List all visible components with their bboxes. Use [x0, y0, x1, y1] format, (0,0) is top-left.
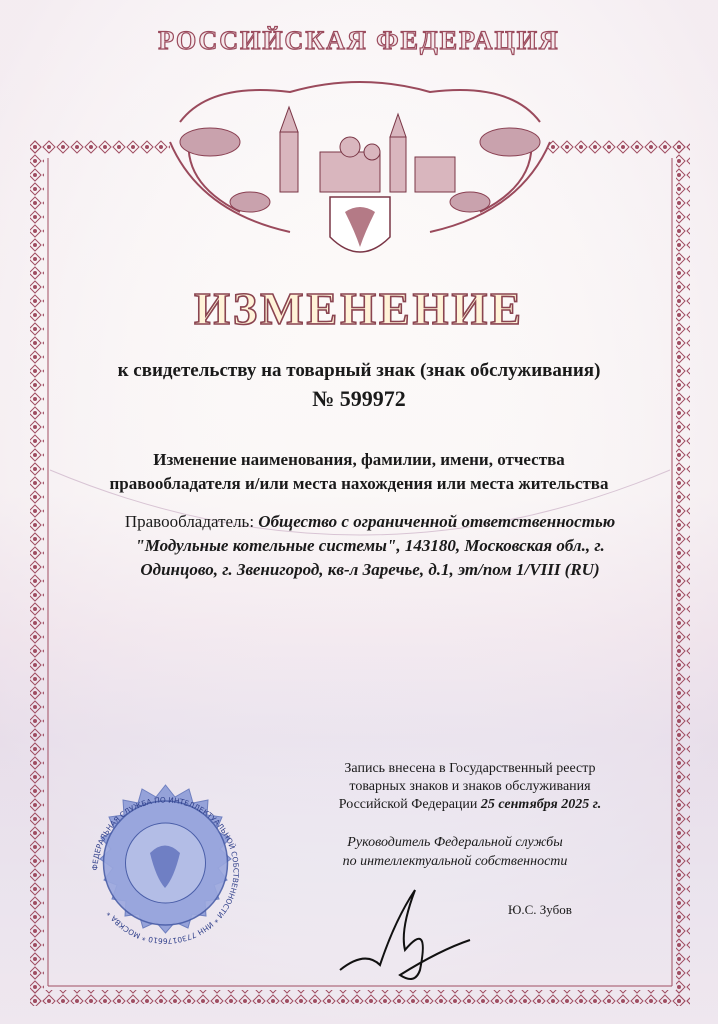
rightholder-block [100, 510, 640, 582]
seal-text: ФЕДЕРАЛЬНАЯ СЛУЖБА ПО ИНТЕЛЛЕКТУАЛЬНОЙ СОБСТВЕННОСТИ * ИНН 7730176610 * МОСКВА * [90, 795, 241, 946]
document-title: ИЗМЕНЕНИЕ [194, 283, 524, 334]
registry-date: 25 сентября 2025 г. [480, 797, 602, 812]
registry-note [300, 760, 640, 814]
certificate-subject: к свидетельству на товарный знак (знак обслуживания) [117, 360, 601, 381]
change-type-line1: Изменение наименования, фамилии, имени, отчества [153, 450, 565, 469]
rightholder-value: Общество с ограниченной ответственностью "Модульные котельные системы", 143180, Московская обл., г. Одинцово, г. Звенигород, кв-л Заречье, д.1, эт/пом 1/VIII (RU) [135, 512, 616, 579]
signatory-name: Ю.С. Зубов [508, 902, 572, 917]
official-seal-icon [78, 783, 253, 958]
registry-line2: товарных знаков и знаков обслуживания [349, 779, 591, 794]
registry-line3-prefix: Российской Федерации [338, 797, 478, 812]
change-type [0, 448, 718, 496]
handwritten-signature [320, 880, 480, 990]
registry-line3 [300, 796, 640, 814]
country-header: РОССИЙСКАЯ ФЕДЕРАЦИЯ [158, 26, 560, 55]
rightholder-label: Правообладатель: [124, 512, 255, 531]
registry-line1: Запись внесена в Государственный реестр [344, 761, 596, 776]
signatory-title-line1: Руководитель Федеральной службы [347, 835, 563, 850]
kremlin-emblem-icon [150, 62, 570, 272]
signatory-title-line2: по интеллектуальной собственности [342, 854, 568, 869]
change-type-line2: правообладателя и/или места нахождения или места жительства [109, 474, 609, 493]
signatory-title [325, 833, 585, 871]
certificate-number: № 599972 [312, 386, 406, 411]
